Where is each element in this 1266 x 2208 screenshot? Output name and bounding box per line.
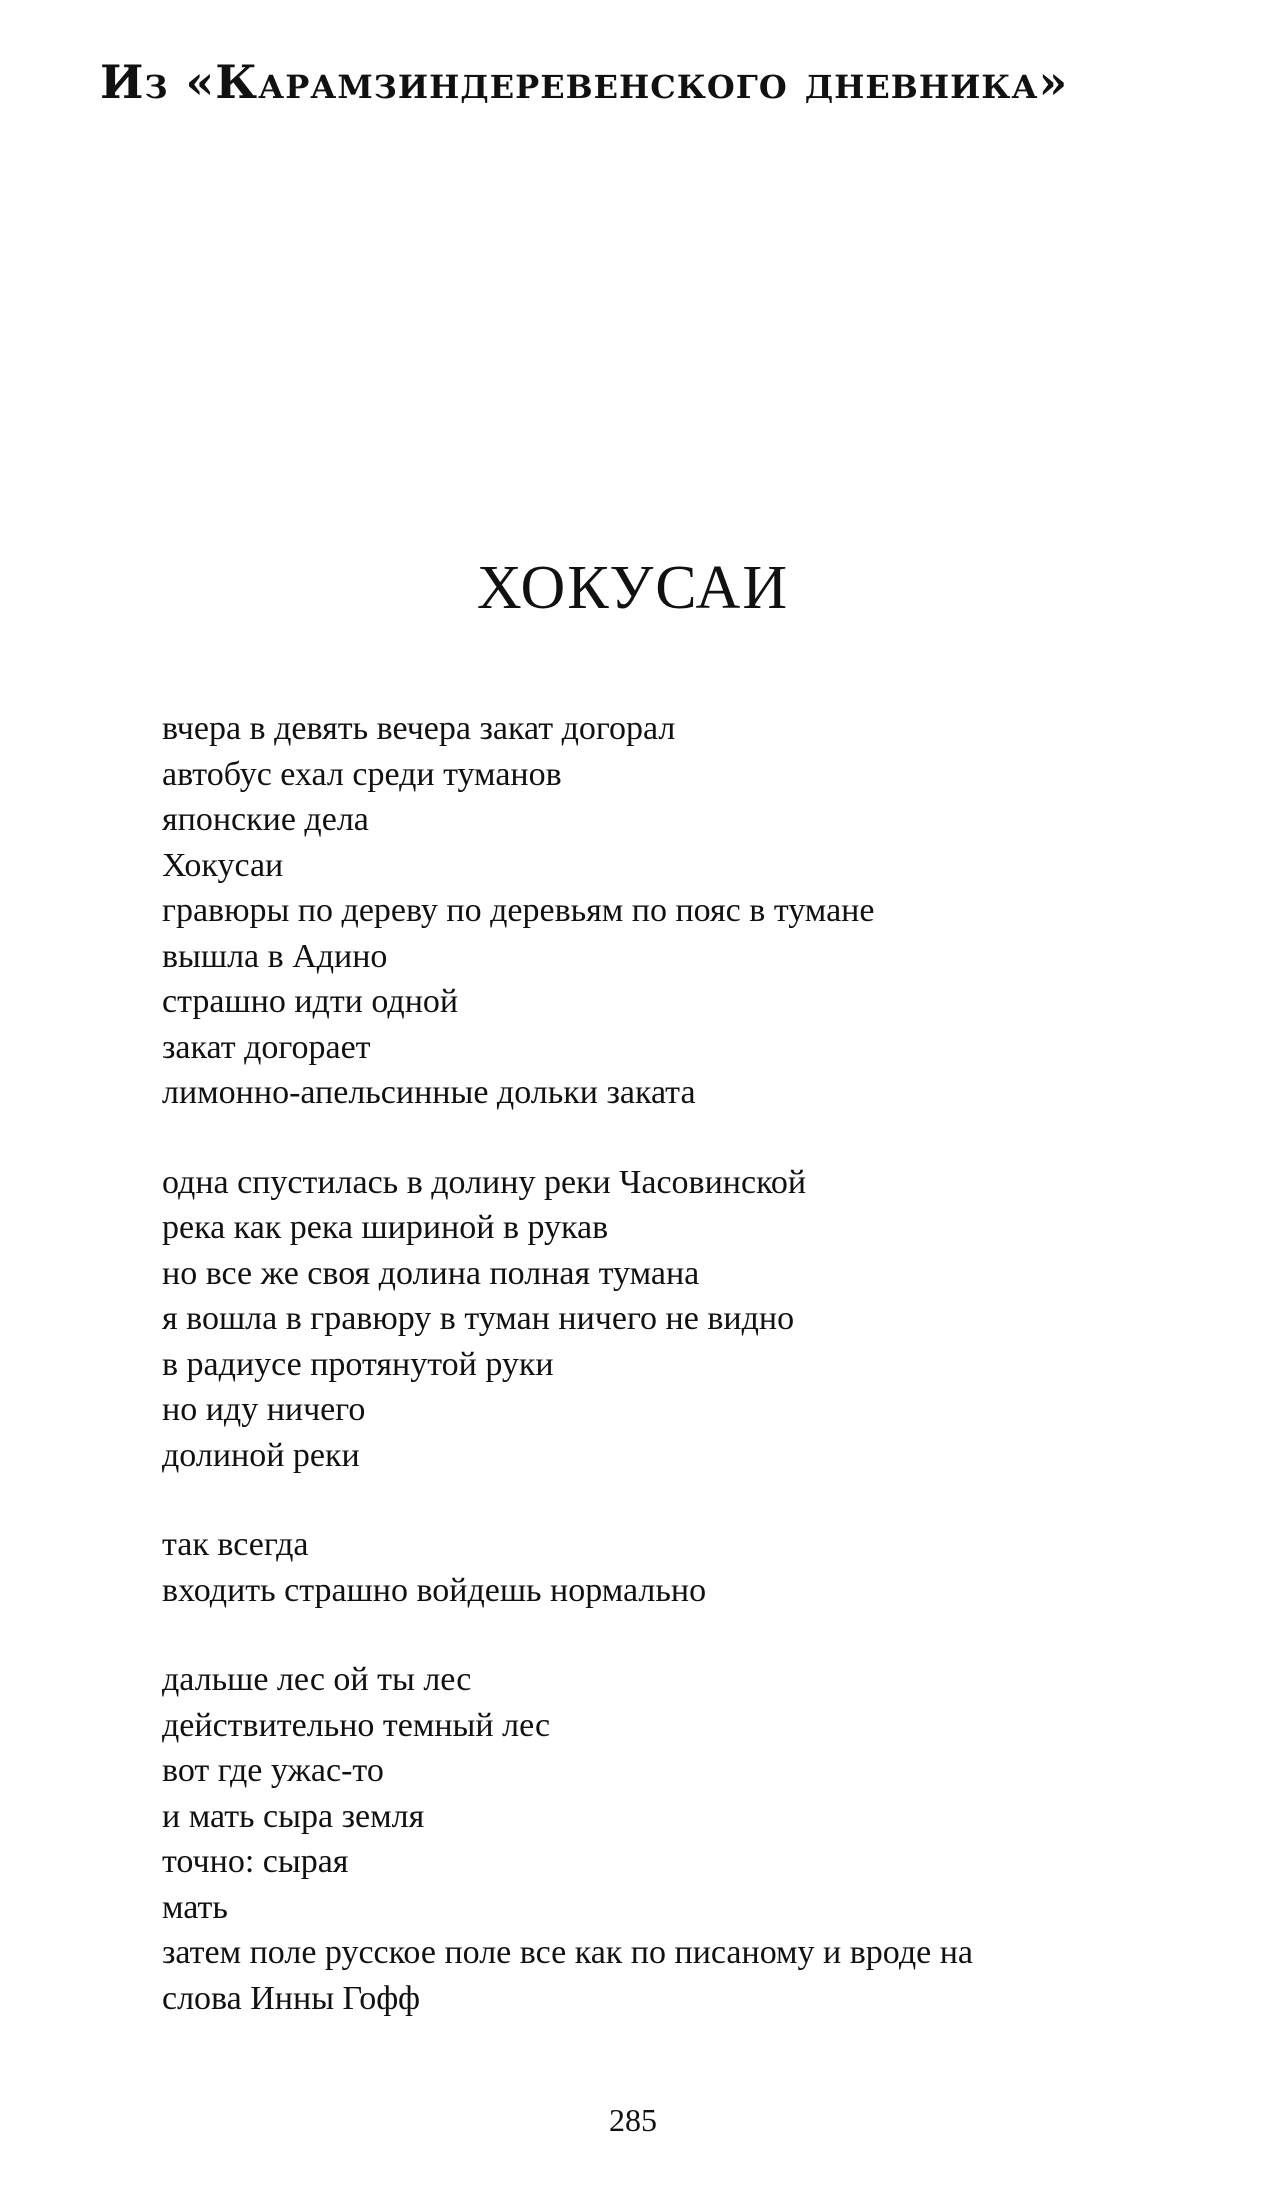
- poem-line: я вошла в гравюру в туман ничего не видно: [162, 1300, 795, 1337]
- poem-line: дальше лес ой ты лес: [162, 1661, 472, 1698]
- poem-line: входить страшно войдешь нормально: [162, 1571, 707, 1609]
- running-head: Из «Карамзиндеревенского дневника»: [100, 55, 1069, 109]
- poem-line: Хокусаи: [162, 846, 284, 884]
- stanza: [162, 1522, 1222, 1613]
- poem-line: река как река шириной в рукав: [162, 1209, 609, 1246]
- stanza: [162, 706, 1222, 1116]
- poem-line: затем поле русское поле все как по писаному и вроде на: [162, 1934, 974, 1971]
- poem-line: так всегда: [162, 1526, 309, 1563]
- poem-line: гравюры по дереву по деревьям по пояс в тумане: [162, 892, 875, 929]
- poem-line: и мать сыра земля: [162, 1797, 425, 1835]
- poem-line: но все же своя долина полная тумана: [162, 1254, 700, 1292]
- poem-line: действительно темный лес: [162, 1706, 551, 1744]
- poem-line: долиной реки: [162, 1436, 360, 1474]
- poem-line: но иду ничего: [162, 1391, 366, 1428]
- poem-line: страшно идти одной: [162, 983, 459, 1020]
- poem-title: ХОКУСАИ: [476, 554, 790, 622]
- poem-line: закат догорает: [162, 1028, 371, 1066]
- poem-line: точно: сырая: [162, 1843, 349, 1880]
- poem-line: автобус ехал среди туманов: [162, 755, 562, 793]
- poem-line: в радиусе протянутой руки: [162, 1345, 554, 1383]
- poem-line: одна спустилась в долину реки Часовинской: [162, 1163, 807, 1201]
- poem-line: японские дела: [162, 801, 369, 838]
- poem-line: вот где ужас-то: [162, 1752, 384, 1789]
- poem-line: слова Инны Гофф: [162, 1979, 421, 2017]
- poem-line: вышла в Адино: [162, 937, 388, 975]
- poem-body: [162, 706, 1222, 2065]
- stanza: [162, 1657, 1222, 2021]
- poem-line: вчера в девять вечера закат догорал: [162, 710, 676, 747]
- page-number: 285: [609, 2102, 657, 2138]
- poem-line: мать: [162, 1888, 228, 1926]
- stanza: [162, 1160, 1222, 1479]
- poem-line: лимонно-апельсинные дольки заката: [162, 1074, 696, 1111]
